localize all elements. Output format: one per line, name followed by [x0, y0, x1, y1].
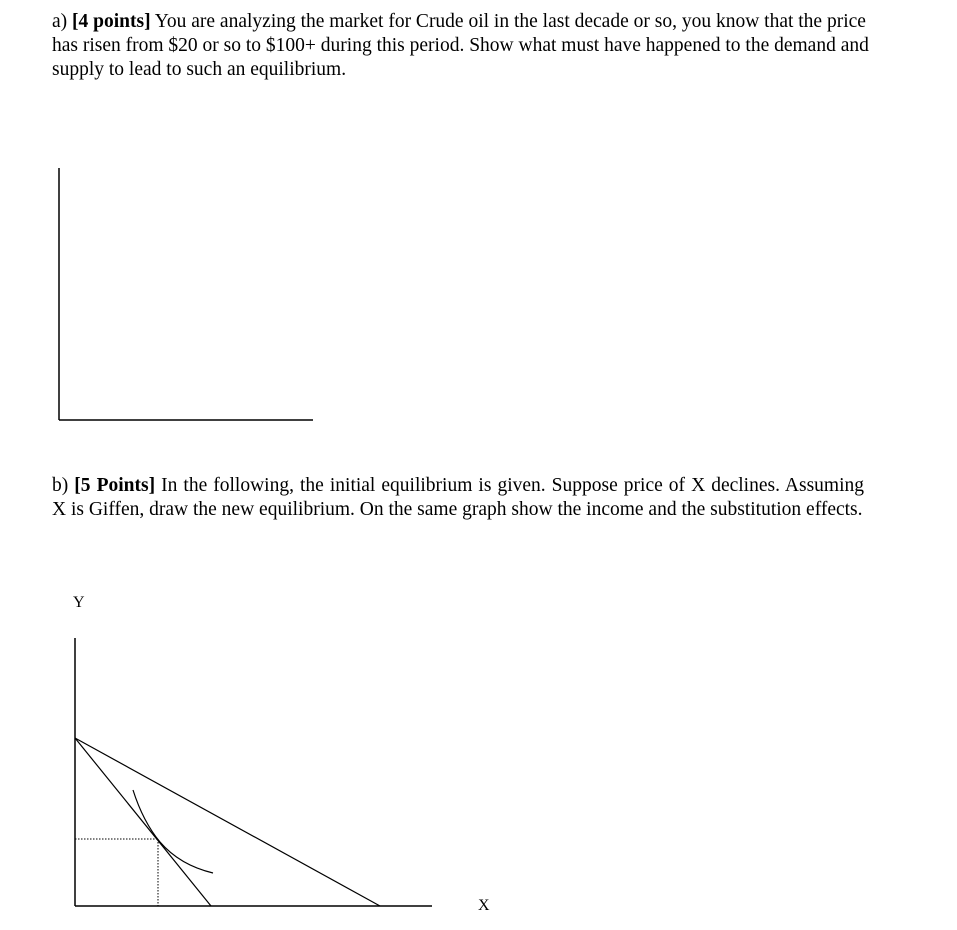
question-a-text: You are analyzing the market for Crude oil in the last decade or so, you know that the price has risen from $20 or so to $100+ during this period. Show what must have happened to the demand and supply to lead to such an equilibrium. [52, 11, 869, 80]
question-b-label: b) [52, 475, 69, 496]
indifference-curve [133, 790, 213, 873]
question-b-points: [5 Points] [74, 475, 156, 496]
y-axis-label: Y [73, 594, 85, 611]
x-axis-label: X [478, 897, 490, 914]
question-a-label: a) [52, 11, 68, 32]
budget-line-outer [75, 738, 380, 906]
budget-line-inner [75, 738, 211, 906]
question-a-points: [4 points] [72, 11, 151, 32]
question-b-text: In the following, the initial equilibrium is given. Suppose price of X declines. Assuming X is Giffen, draw the new equilibrium. On the same graph show the income and the substitution effects. [52, 475, 865, 520]
